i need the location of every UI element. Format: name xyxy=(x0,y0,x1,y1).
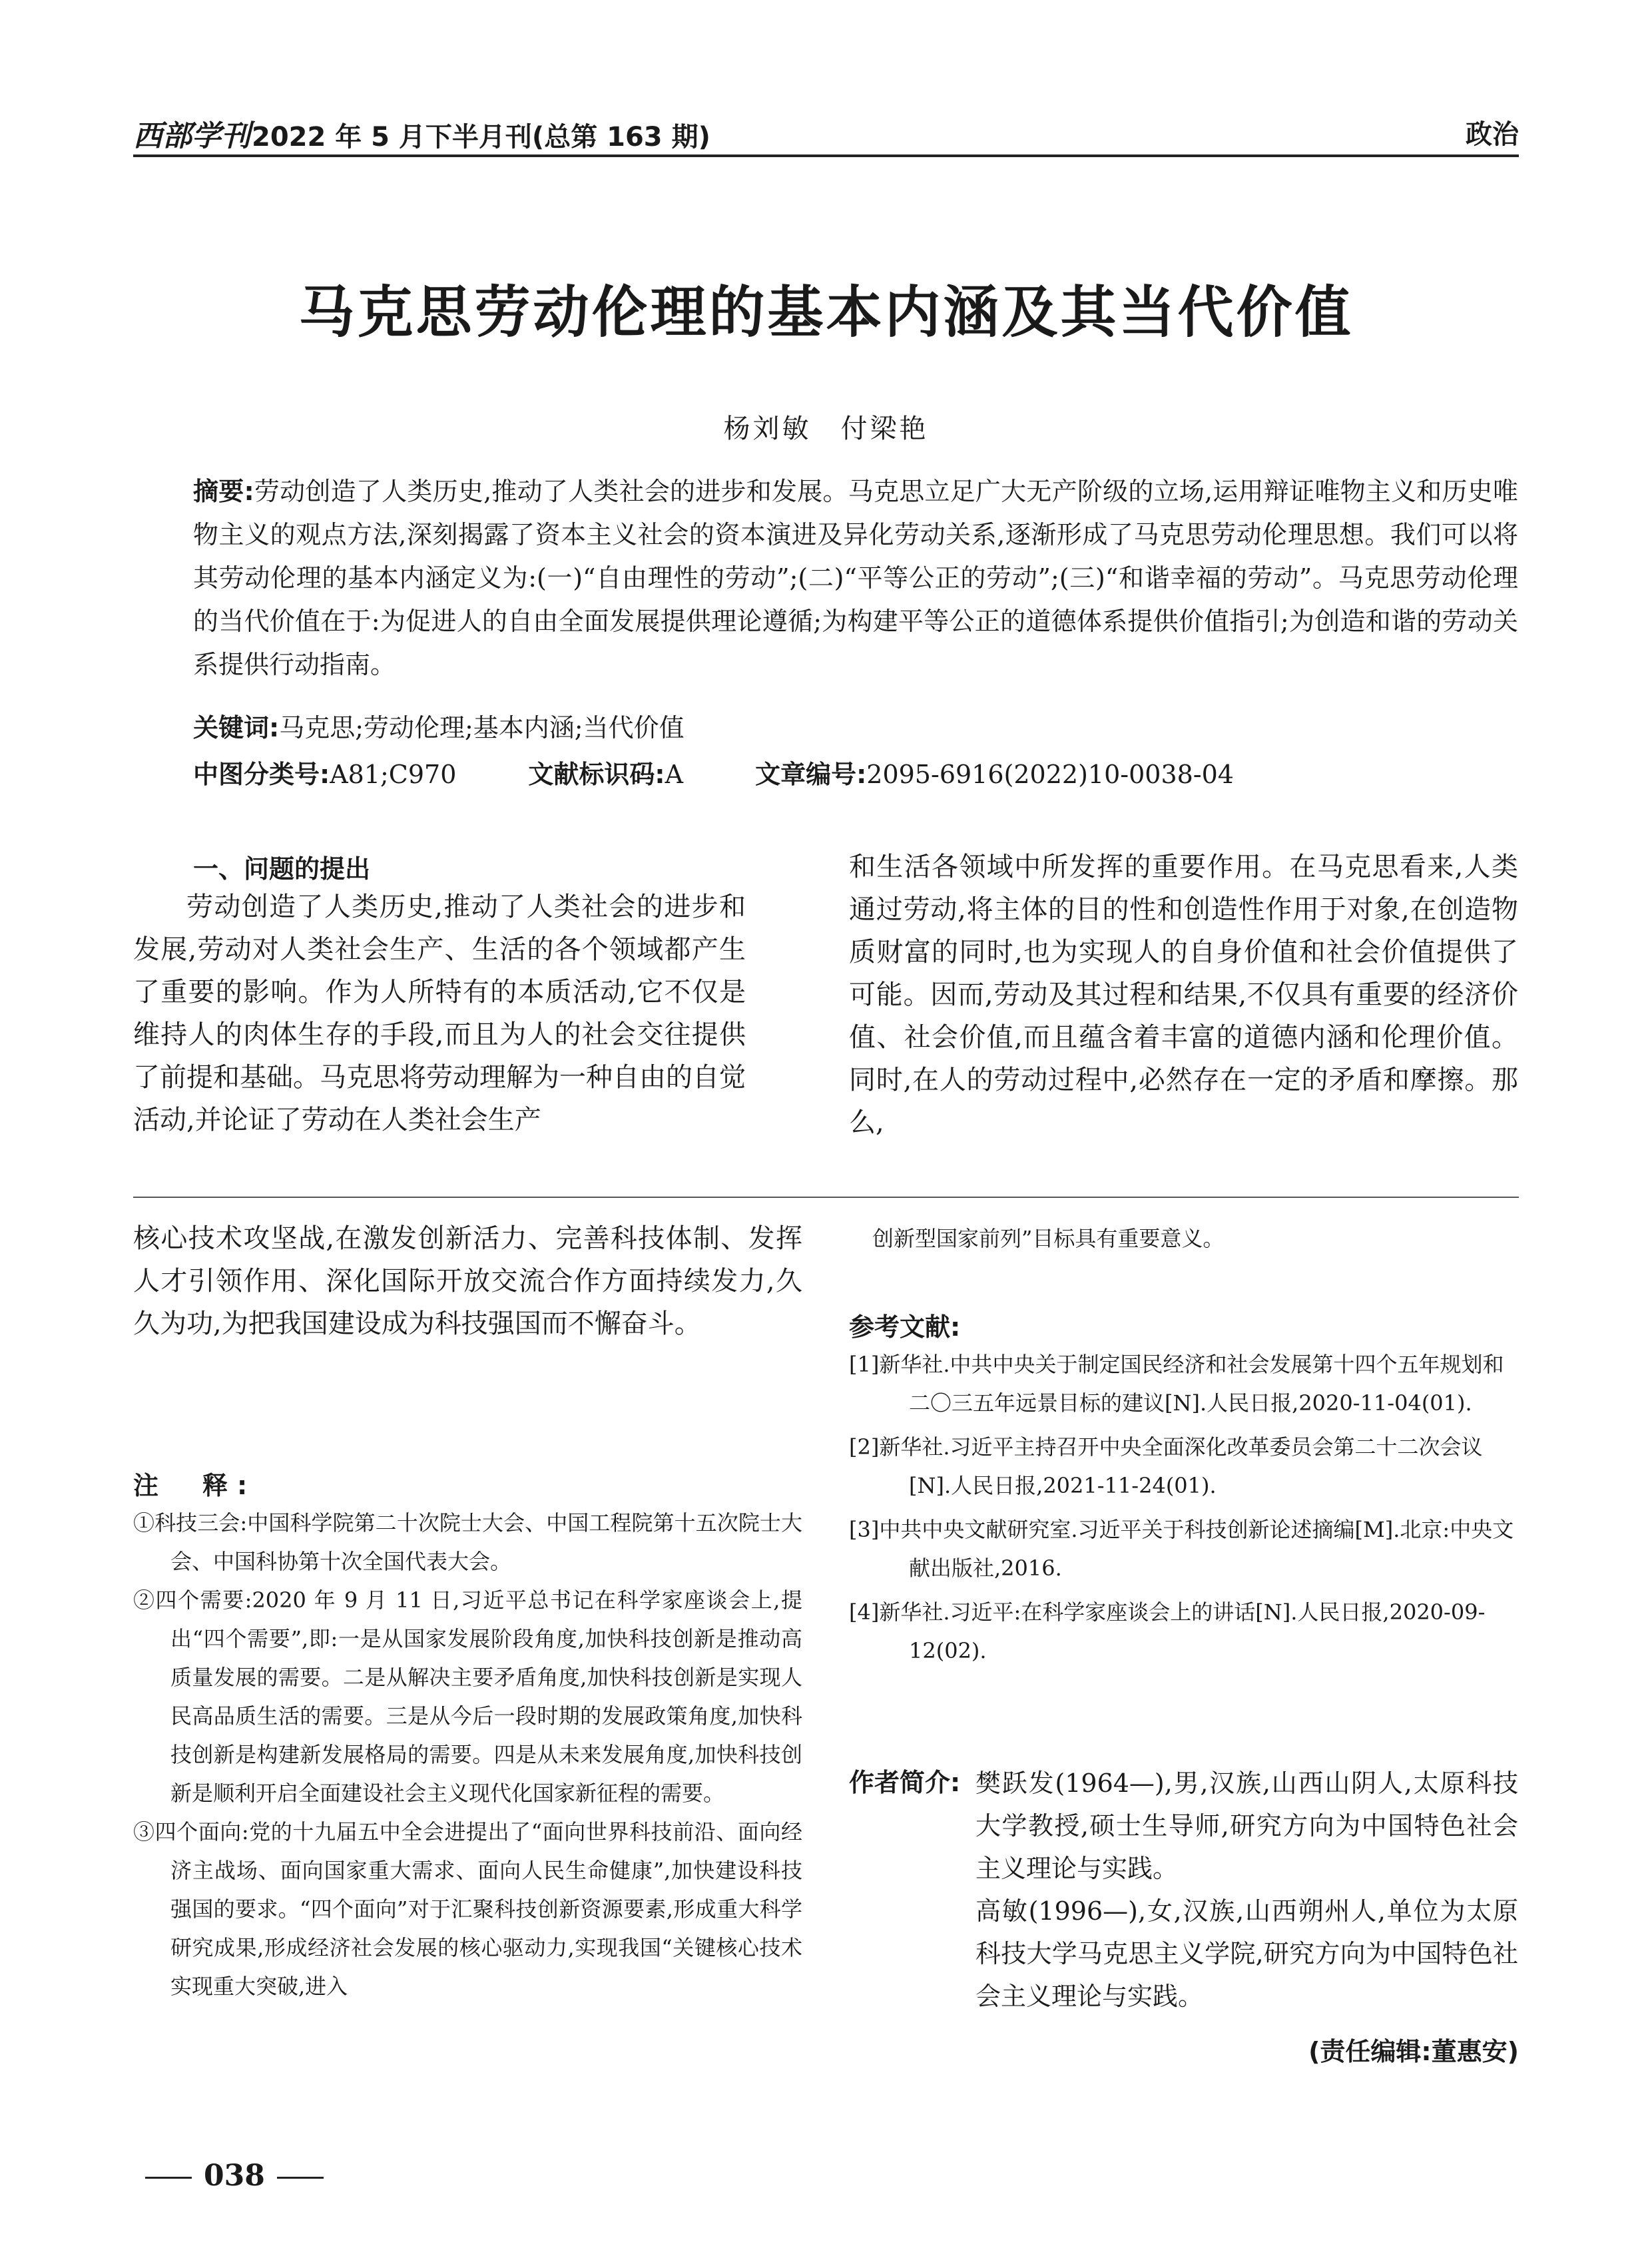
reference-item: [2]新华社.习近平主持召开中央全面深化改革委员会第二十二次会议[N].人民日报,2021-11-24(01). xyxy=(849,1434,1483,1498)
journal-logo: 西部学刊 xyxy=(133,119,250,153)
doc-code-label: 文献标识码: xyxy=(528,760,665,789)
classification-line xyxy=(193,754,1234,790)
separator-rule xyxy=(133,1197,1519,1198)
body-paragraph: 和生活各领域中所发挥的重要作用。在马克思看来,人类通过劳动,将主体的目的性和创造性作用于对象,在创造物质财富的同时,也为实现人的自身价值和社会价值提供了可能。因而,劳动及其过程和结果,不仅具有重要的经济价值、社会价值,而且蕴含着丰富的道德内涵和伦理价值。同时,在人的劳动过程中,必然存在一定的矛盾和摩擦。那么, xyxy=(849,852,1518,1138)
author-bio xyxy=(975,1762,1518,2018)
section-label: 政治 xyxy=(1466,119,1519,150)
references-heading: 参考文献: xyxy=(849,1312,961,1342)
note-item: ②四个需要:2020 年 9 月 11 日,习近平总书记在科学家座谈会上,提出“四个需要”,即:一是从国家发展阶段角度,加快科技创新是推动高质量发展的需要。二是从解决主要矛盾角度,加快科技创新是实现人民高品质生活的需要。三是从今后一段时期的发展政策角度,加快科技创新是构建新发展格局的需要。四是从未来发展角度,加快科技创新是顺利开启全面建设社会主义现代化国家新征程的需要。 xyxy=(133,1587,802,1806)
body-column-left xyxy=(133,886,746,1141)
prev-note-tail: 创新型国家前列”目标具有重要意义。 xyxy=(872,1226,1225,1251)
body-paragraph: 劳动创造了人类历史,推动了人类社会的进步和发展,劳动对人类社会生产、生活的各个领域都产生了重要的影响。作为人所特有的本质活动,它不仅是维持人的肉体生存的手段,而且为人的社会交往提供了前提和基础。马克思将劳动理解为一种自由的自觉活动,并论证了劳动在人类社会生产 xyxy=(133,892,746,1135)
keywords xyxy=(193,707,685,744)
page-number-dash xyxy=(277,2177,324,2179)
author-bio-2: 高敏(1996—),女,汉族,山西朔州人,单位为太原科技大学马克思主义学院,研究方向为中国特色社会主义理论与实践。 xyxy=(975,1896,1518,2011)
prev-article-text: 核心技术攻坚战,在激发创新活力、完善科技体制、发挥人才引领作用、深化国际开放交流合作方面持续发力,久久为功,为把我国建设成为科技强国而不懈奋斗。 xyxy=(133,1223,802,1339)
article-no-label: 文章编号: xyxy=(755,760,867,789)
references-list xyxy=(849,1345,1518,1675)
article-authors: 杨刘敏 付梁艳 xyxy=(723,414,929,444)
section-heading: 一、问题的提出 xyxy=(193,854,371,884)
reference-item: [4]新华社.习近平:在科学家座谈会上的讲话[N].人民日报,2020-09-12(02). xyxy=(849,1599,1486,1663)
note-item: ①科技三会:中国科学院第二十次院士大会、中国工程院第十五次院士大会、中国科协第十次全国代表大会。 xyxy=(133,1510,802,1574)
doc-code-value: A xyxy=(665,760,684,789)
reference-item: [3]中共中央文献研究室.习近平关于科技创新论述摘编[M].北京:中央文献出版社,2016. xyxy=(849,1517,1514,1581)
abstract xyxy=(193,470,1518,687)
page-number xyxy=(133,2159,336,2193)
author-bio-label: 作者简介: xyxy=(849,1768,961,1797)
note-item: ③四个面向:党的十九届五中全会进提出了“面向世界科技前沿、面向经济主战场、面向国家重大需求、面向人民生命健康”,加快建设科技强国的要求。“四个面向”对于汇聚科技创新资源要素,形成重大科学研究成果,形成经济社会发展的核心驱动力,实现我国“关键核心技术实现重大突破,进入 xyxy=(133,1819,802,1999)
page-number-dash xyxy=(145,2177,192,2179)
author-bio-1: 樊跃发(1964—),男,汉族,山西山阴人,太原科技大学教授,硕士生导师,研究方向为中国特色社会主义理论与实践。 xyxy=(975,1769,1518,1883)
notes-heading: 注 释: xyxy=(133,1471,257,1500)
running-header-journal xyxy=(133,112,710,154)
keywords-label: 关键词: xyxy=(193,713,280,742)
keywords-text: 马克思;劳动伦理;基本内涵;当代价值 xyxy=(279,713,685,742)
reference-item: [1]新华社.中共中央关于制定国民经济和社会发展第十四个五年规划和二〇三五年远景目标的建议[N].人民日报,2020-11-04(01). xyxy=(849,1352,1504,1416)
abstract-text: 劳动创造了人类历史,推动了人类社会的进步和发展。马克思立足广大无产阶级的立场,运用辩证唯物主义和历史唯物主义的观点方法,深刻揭露了资本主义社会的资本演进及异化劳动关系,逐渐形成了马克思劳动伦理思想。我们可以将其劳动伦理的基本内涵定义为:(一)“自由理性的劳动”;(二)“平等公正的劳动”;(三)“和谐幸福的劳动”。马克思劳动伦理的当代价值在于:为促进人的自由全面发展提供理论遵循;为构建平等公正的道德体系提供价值指引;为创造和谐的劳动关系提供行动指南。 xyxy=(193,477,1518,679)
article-no-value: 2095-6916(2022)10-0038-04 xyxy=(866,760,1234,789)
header-rule xyxy=(133,154,1519,157)
page-number-value: 038 xyxy=(204,2159,265,2193)
body-column-right xyxy=(849,846,1518,1144)
issue-info: 2022 年 5 月下半月刊(总第 163 期) xyxy=(252,122,710,152)
article-title: 马克思劳动伦理的基本内涵及其当代价值 xyxy=(298,279,1354,345)
abstract-label: 摘要: xyxy=(193,477,254,506)
responsible-editor: (责任编辑:董惠安) xyxy=(1308,2037,1519,2066)
notes-list xyxy=(133,1504,802,2006)
clc-value: A81;C970 xyxy=(330,760,457,789)
clc-label: 中图分类号: xyxy=(193,760,330,789)
